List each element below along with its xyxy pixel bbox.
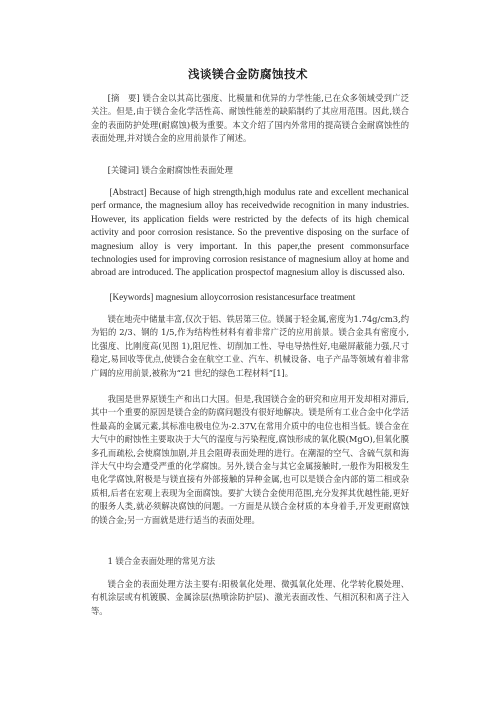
document-title: 浅谈镁合金防腐蚀技术 [188, 67, 308, 81]
paragraph-methods: 镁合金的表面处理方法主要有:阳极氧化处理、微弧氧化处理、化学转化膜处理、有机涂层或有机镀膜、金属涂层(热喷涂防护层)、激光表面改性、气相沉积和离子注入等。 [91, 579, 409, 616]
paragraph-corrosion: 我国是世界原镁生产和出口大国。但是,我国镁合金的研究和应用开发却相对滞后,其中一个重要的原因是镁合金的防腐问题没有很好地解决。镁是所有工业合金中化学活性最高的金属元素,其标准电极电位为-2.37V,在常用介质中的电位也相当低。镁合金在大气中的耐蚀性主要取决于大气的湿度与污染程度,腐蚀形成的氧化膜(MgO),但氧化膜多孔而疏松,会使腐蚀加剧,并且会阻碍表面处理的进行。在潮湿的空气、含硫气氛和海洋大气中均会遭受严重的化学腐蚀。另外,镁合金与其它金属接触时,一般作为阳极发生电化学腐蚀,附极是与镁直接有外部接触的异种金属,也可以是镁合金内部的第二相或杂质相,后者在宏观上表现为全面腐蚀。要扩大镁合金使用范围,充分发挥其优越性能,更好的服务人类,就必须解决腐蚀的问题。一方面是从镁合金材质的本身着手,开发更耐腐蚀的镁合金;另一方面就是进行适当的表面处理。 [91, 394, 409, 525]
abstract-english: [Abstract] Because of high strength,high modulus rate and excellent mechanical perf ormance, the magnesium alloy has receivedwide recognition in many industries. However, its application fields were restricted by the defects of its high chemical activity and poor corrosion resistance. So the preventive disposing on the surface of magnesium alloy is very important. In this paper,the present commonsurface technologies used for improving corrosion resistance of magnesium alloy at home and abroad are introduced. The application prospectof magnesium alloy is discussed also. [91, 187, 409, 278]
section-heading-1: 1 镁合金表面处理的常见方法 [107, 556, 216, 566]
keywords-english: [Keywords] magnesium alloycorrosion resistancesurface treatment [109, 292, 356, 302]
keywords-chinese: [关键词] 镁合金耐腐蚀性表面处理 [107, 165, 233, 175]
paragraph-intro: 镁在地壳中储量丰富,仅次于铝、铁居第三位。镁属于轻金属,密度为1.74g/cm3,约为铝的 2/3、钢的 1/5,作为结构性材料有着非常广泛的应用前景。镁合金具有密度小,比强度、比刚度高(见图 1),阻尼性、切削加工性、导电导热性好,电磁屏蔽能力强,尺寸稳定,易回收等优点,使镁合金在航空工业、汽车、机械设备、电子产品等领域有着非常广阔的应用前景,被称为“21 世纪的绿色工程材料”[1]。 [91, 314, 409, 378]
abstract-chinese: [摘 要] 镁合金以其高比强度、比模量和优异的力学性能,已在众多领域受到广泛关注。但是,由于镁合金化学活性高、耐蚀性能差的缺陷制约了其应用范围。因此,镁合金的表面防护处理(耐腐蚀)极为重要。本文介绍了国内外常用的提高镁合金耐腐蚀性的表面处理,并对镁合金的应用前景作了阐述。 [91, 93, 409, 144]
